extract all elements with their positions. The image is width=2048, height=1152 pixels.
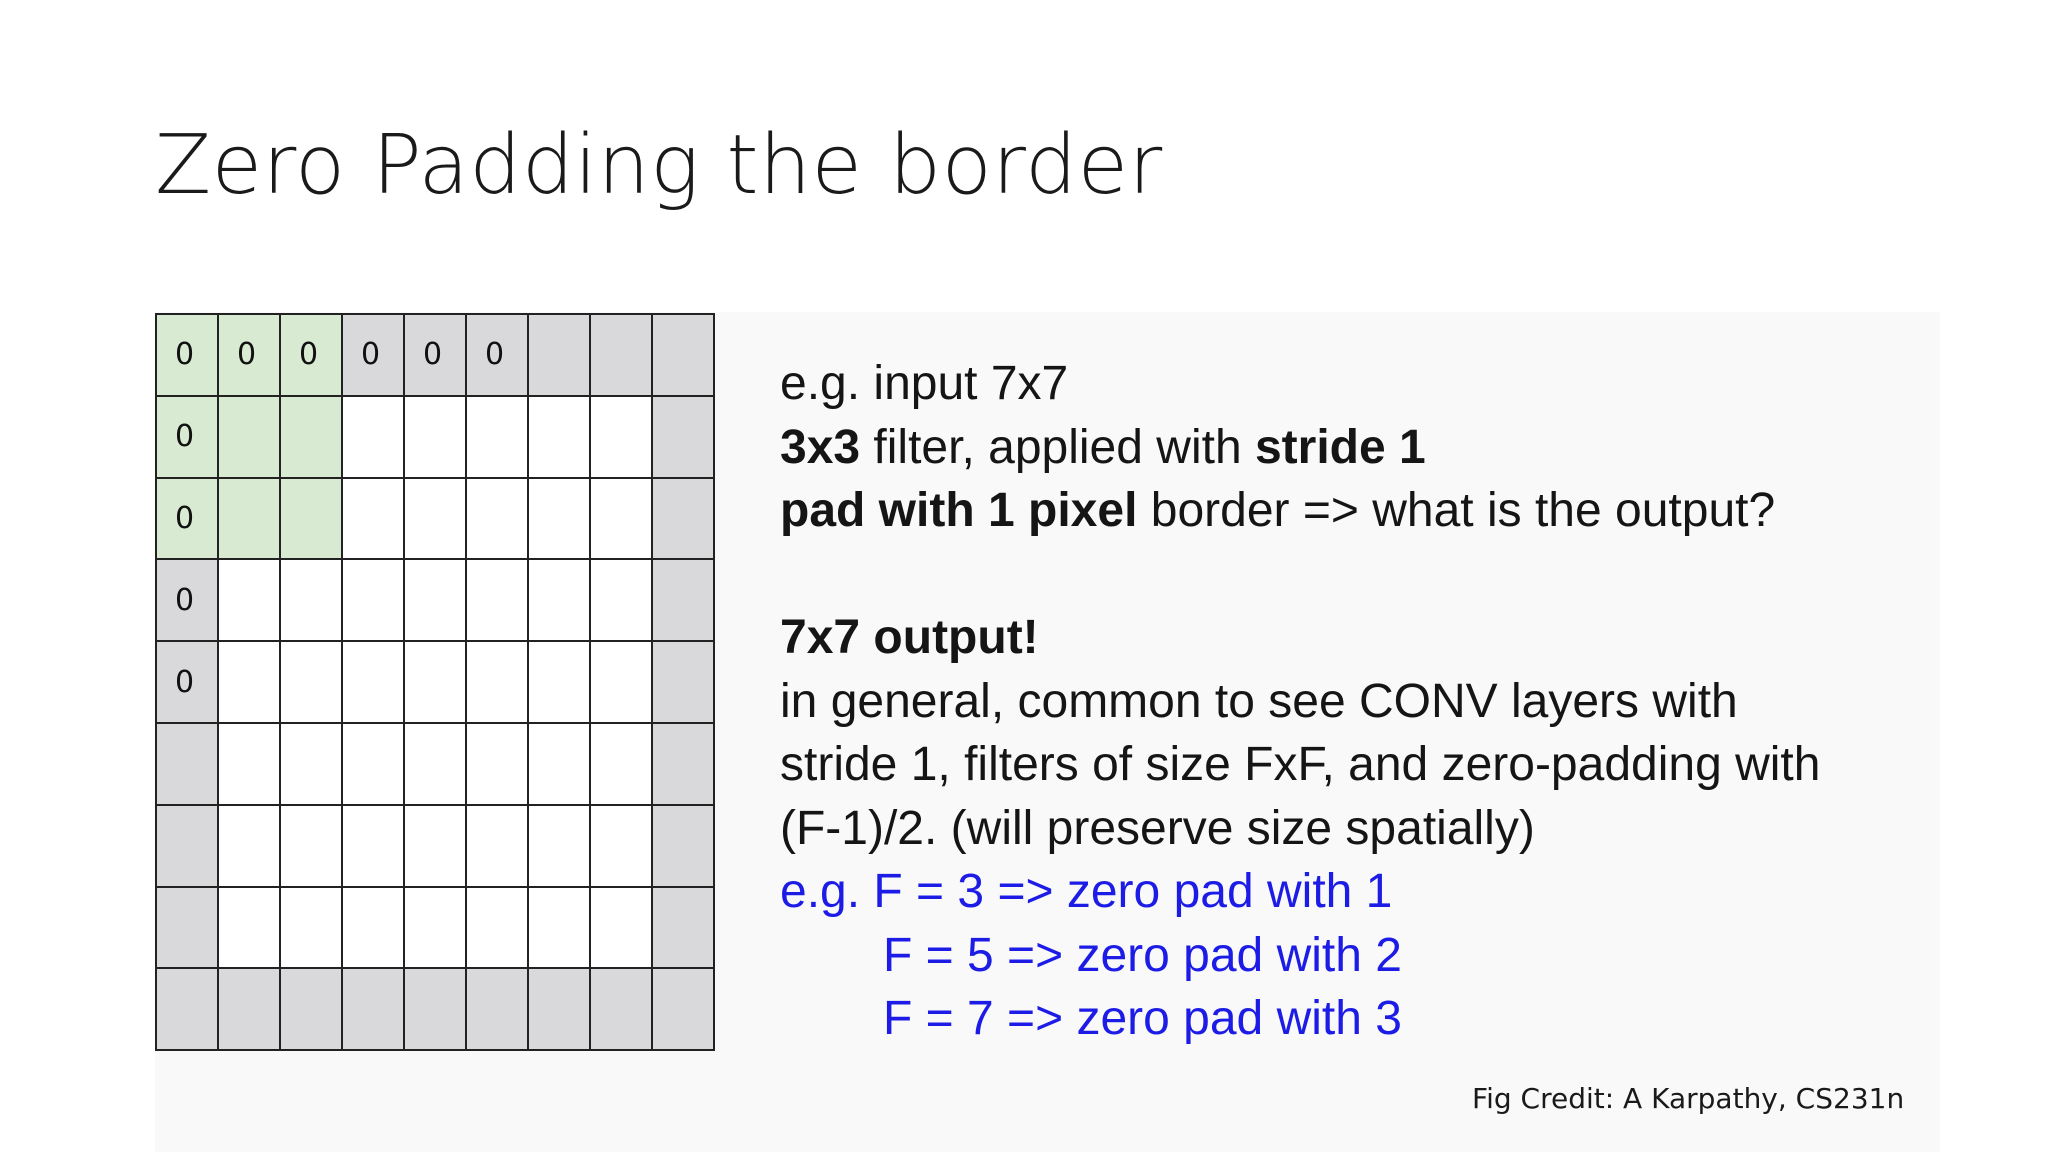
filter-cell: 0 xyxy=(219,315,281,397)
padding-cell xyxy=(653,969,715,1051)
padding-cell xyxy=(653,479,715,561)
input-cell xyxy=(405,642,467,724)
input-cell xyxy=(219,642,281,724)
pad-bold: pad with 1 pixel xyxy=(780,484,1138,537)
input-cell xyxy=(467,560,529,642)
input-cell xyxy=(467,806,529,888)
padding-cell xyxy=(157,724,219,806)
filter-cell xyxy=(219,479,281,561)
input-cell xyxy=(405,397,467,479)
filter-cell xyxy=(281,397,343,479)
explanation-line-6: in general, common to see CONV layers with xyxy=(780,674,1738,728)
filter-size-bold: 3x3 xyxy=(780,420,861,474)
input-cell xyxy=(529,397,591,479)
explanation-line-3 xyxy=(780,479,1820,543)
input-cell xyxy=(343,806,405,888)
figure-credit: Fig Credit: A Karpathy, CS231n xyxy=(1472,1082,1905,1115)
zero-padding-grid xyxy=(155,313,715,1051)
input-cell xyxy=(591,724,653,806)
input-cell xyxy=(281,724,343,806)
padding-cell: 0 xyxy=(405,315,467,397)
input-cell xyxy=(281,888,343,970)
input-cell xyxy=(405,724,467,806)
output-answer-bold: 7x7 output! xyxy=(780,611,1039,664)
input-cell xyxy=(343,560,405,642)
explanation-line-8: (F-1)/2. (will preserve size spatially) xyxy=(780,801,1535,855)
padding-cell: 0 xyxy=(157,560,219,642)
filter-cell: 0 xyxy=(157,479,219,561)
input-cell xyxy=(467,397,529,479)
explanation-line-2-text: filter, applied with xyxy=(860,420,1255,474)
padding-cell xyxy=(281,969,343,1051)
input-cell xyxy=(529,560,591,642)
input-cell xyxy=(219,806,281,888)
padding-cell xyxy=(405,969,467,1051)
padding-cell: 0 xyxy=(343,315,405,397)
input-cell xyxy=(343,397,405,479)
padding-cell xyxy=(591,969,653,1051)
input-cell xyxy=(529,806,591,888)
input-cell xyxy=(529,642,591,724)
padding-cell xyxy=(653,724,715,806)
padding-cell xyxy=(157,888,219,970)
input-cell xyxy=(591,560,653,642)
example-line-3: F = 7 => zero pad with 3 xyxy=(883,992,1402,1045)
input-cell xyxy=(343,888,405,970)
filter-cell: 0 xyxy=(157,315,219,397)
padding-cell xyxy=(653,397,715,479)
input-cell xyxy=(529,888,591,970)
padding-cell xyxy=(157,806,219,888)
input-cell xyxy=(219,724,281,806)
explanation-line-3-text: border => what is the output? xyxy=(1137,484,1776,537)
explanation-line-7: stride 1, filters of size FxF, and zero-padding with xyxy=(780,738,1821,791)
input-cell xyxy=(343,479,405,561)
explanation-line-2 xyxy=(780,416,1820,480)
filter-cell: 0 xyxy=(157,397,219,479)
explanation-line-1: e.g. input 7x7 xyxy=(780,357,1069,410)
padding-cell xyxy=(529,969,591,1051)
input-cell xyxy=(281,560,343,642)
filter-cell: 0 xyxy=(281,315,343,397)
input-cell xyxy=(405,479,467,561)
input-cell xyxy=(467,642,529,724)
padding-cell xyxy=(467,969,529,1051)
input-cell xyxy=(405,888,467,970)
padding-cell xyxy=(653,315,715,397)
padding-cell xyxy=(653,806,715,888)
padding-cell xyxy=(157,969,219,1051)
input-cell xyxy=(281,642,343,724)
padding-cell xyxy=(591,315,653,397)
input-cell xyxy=(281,806,343,888)
input-cell xyxy=(343,724,405,806)
input-cell xyxy=(591,479,653,561)
padding-cell: 0 xyxy=(157,642,219,724)
slide-title: Zero Padding the border xyxy=(155,118,1163,213)
input-cell xyxy=(591,888,653,970)
filter-cell xyxy=(281,479,343,561)
input-cell xyxy=(405,806,467,888)
stride-bold: stride 1 xyxy=(1254,420,1426,474)
output-answer xyxy=(780,606,1820,670)
input-cell xyxy=(467,479,529,561)
padding-cell xyxy=(653,560,715,642)
input-cell xyxy=(591,642,653,724)
example-line-2: F = 5 => zero pad with 2 xyxy=(883,928,1402,982)
explanation-text xyxy=(780,352,1820,1051)
input-cell xyxy=(219,888,281,970)
input-cell xyxy=(529,479,591,561)
padding-cell: 0 xyxy=(467,315,529,397)
filter-cell xyxy=(219,397,281,479)
example-line-1: e.g. F = 3 => zero pad with 1 xyxy=(780,865,1393,918)
padding-cell xyxy=(529,315,591,397)
padding-cell xyxy=(343,969,405,1051)
padding-cell xyxy=(653,888,715,970)
padding-cell xyxy=(653,642,715,724)
padding-cell xyxy=(219,969,281,1051)
input-cell xyxy=(467,724,529,806)
input-cell xyxy=(529,724,591,806)
input-cell xyxy=(219,560,281,642)
blank-line xyxy=(780,543,1820,607)
input-cell xyxy=(591,806,653,888)
input-cell xyxy=(343,642,405,724)
input-cell xyxy=(467,888,529,970)
input-cell xyxy=(591,397,653,479)
input-cell xyxy=(405,560,467,642)
